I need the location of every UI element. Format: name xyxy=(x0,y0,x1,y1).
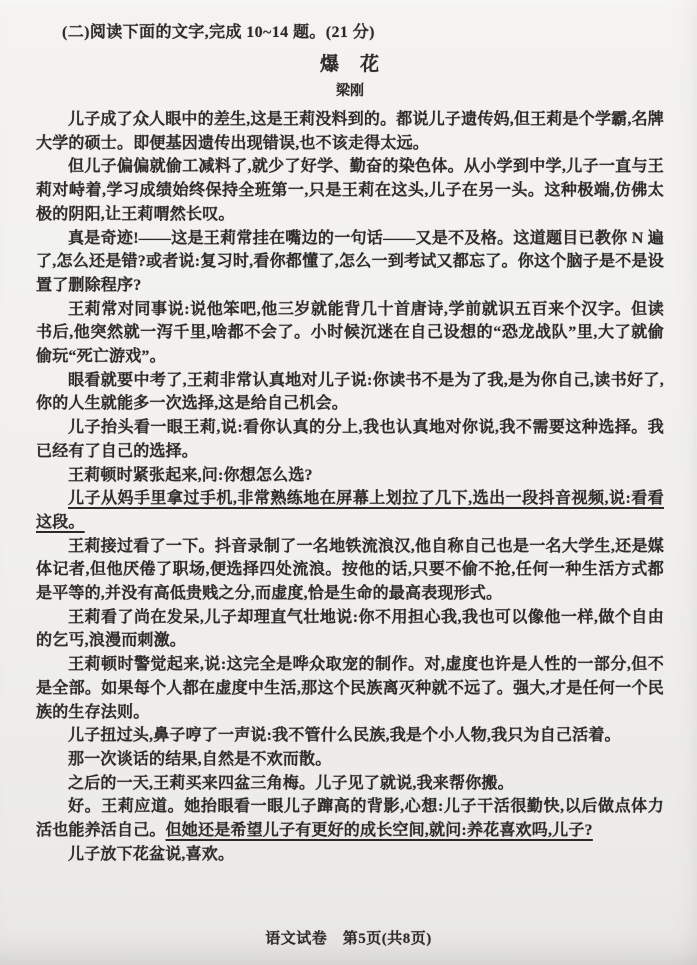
paragraph xyxy=(36,772,664,796)
paragraph xyxy=(36,748,664,772)
paragraph-text: 儿子成了众人眼中的差生,这是王莉没料到的。都说儿子遗传妈,但王莉是个学霸,名牌大学的硕士。即便基因遗传出现错误,也不该走得太远。 xyxy=(36,111,664,152)
paragraph xyxy=(36,724,664,748)
paragraph xyxy=(36,369,664,416)
paragraph-text: 儿子扭过头,鼻子哼了一声说:我不管什么民族,我是个小人物,我只为自己活着。 xyxy=(68,727,621,745)
article-body xyxy=(36,108,664,867)
underlined-text: 儿子从妈手里拿过手机,非常熟练地在屏幕上划拉了几下,选出一段抖音视频,说:看看这段。 xyxy=(36,490,664,531)
paragraph xyxy=(36,155,664,226)
underlined-text: 但她还是希望儿子有更好的成长空间,就问:养花喜欢吗,儿子? xyxy=(165,822,593,840)
paragraph xyxy=(36,464,664,488)
paragraph-text: 那一次谈话的结果,自然是不欢而散。 xyxy=(68,750,332,768)
paragraph xyxy=(36,108,664,155)
paragraph xyxy=(36,843,664,867)
paragraph xyxy=(36,795,664,842)
paragraph xyxy=(36,416,664,463)
section-header: (二)阅读下面的文字,完成 10~14 题。(21 分) xyxy=(62,24,375,41)
paragraph xyxy=(36,487,664,534)
paragraph-text: 好。王莉应道。她抬眼看一眼儿子蹿高的背影,心想:儿子干活很勤快,以后做点体力活也能养活自己。 xyxy=(36,798,664,840)
paragraph-text: 眼看就要中考了,王莉非常认真地对儿子说:你读书不是为了我,是为你自己,读书好了,你的人生就能多一次选择,这是给自己机会。 xyxy=(36,371,664,413)
paragraph-text: 之后的一天,王莉买来四盆三角梅。儿子见了就说,我来帮你搬。 xyxy=(68,774,514,792)
paragraph xyxy=(36,535,664,606)
paragraph-text: 王莉常对同事说:说他笨吧,他三岁就能背几十首唐诗,学前就识五百来个汉字。但读书后,他突然就一泻千里,啥都不会了。小时候沉迷在自己设想的“恐龙战队”里,大了就偷偷玩“死亡游戏”。 xyxy=(36,300,664,366)
page-footer: 语文试卷 第5页(共8页) xyxy=(265,931,432,947)
passage-title: 爆 花 xyxy=(319,54,380,75)
paragraph xyxy=(36,298,664,369)
paragraph-text: 王莉看了尚在发呆,儿子却理直气壮地说:你不用担心我,我也可以像他一样,做个自由的乞丐,浪漫而刺激。 xyxy=(36,608,664,650)
paragraph-text: 王莉顿时紧张起来,问:你想怎么选? xyxy=(68,466,313,484)
paragraph-text: 王莉接过看了一下。抖音录制了一名地铁流浪汉,他自称自己也是一名大学生,还是媒体记者,但他厌倦了职场,便选择四处流浪。按他的话,只要不偷不抢,任何一种生活方式都是平等的,并没有高低贵贱之分,而虚度,恰是生命的最高表现形式。 xyxy=(36,537,664,603)
paragraph xyxy=(36,653,664,724)
paragraph-text: 儿子放下花盆说,喜欢。 xyxy=(68,845,235,863)
paragraph xyxy=(36,227,664,298)
paragraph-text: 王莉顿时警觉起来,说:这完全是哗众取宠的制作。对,虚度也许是人性的一部分,但不是全部。如果每个人都在虚度中生活,那这个民族离灭种就不远了。强大,才是任何一个民族的生存法则。 xyxy=(36,656,664,721)
paragraph xyxy=(36,606,664,653)
passage-author: 梁刚 xyxy=(336,84,364,99)
paragraph-text: 真是奇迹!——这是王莉常挂在嘴边的一句话——又是不及格。这道题目已教你 N 遍了,怎么还是错?或者说:复习时,看你都懂了,怎么一到考试又都忘了。你这个脑子是不是设置了删除程序? xyxy=(36,229,664,294)
paragraph-text: 儿子抬头看一眼王莉,说:看你认真的分上,我也认真地对你说,我不需要这种选择。我已经有了自己的选择。 xyxy=(36,419,664,460)
paragraph-text: 但儿子偏偏就偷工减料了,就少了好学、勤奋的染色体。从小学到中学,儿子一直与王莉对峙着,学习成绩始终保持全班第一,只是王莉在这头,儿子在另一头。这种极端,仿佛太极的阴阳,让王莉喟然长叹。 xyxy=(36,158,664,223)
